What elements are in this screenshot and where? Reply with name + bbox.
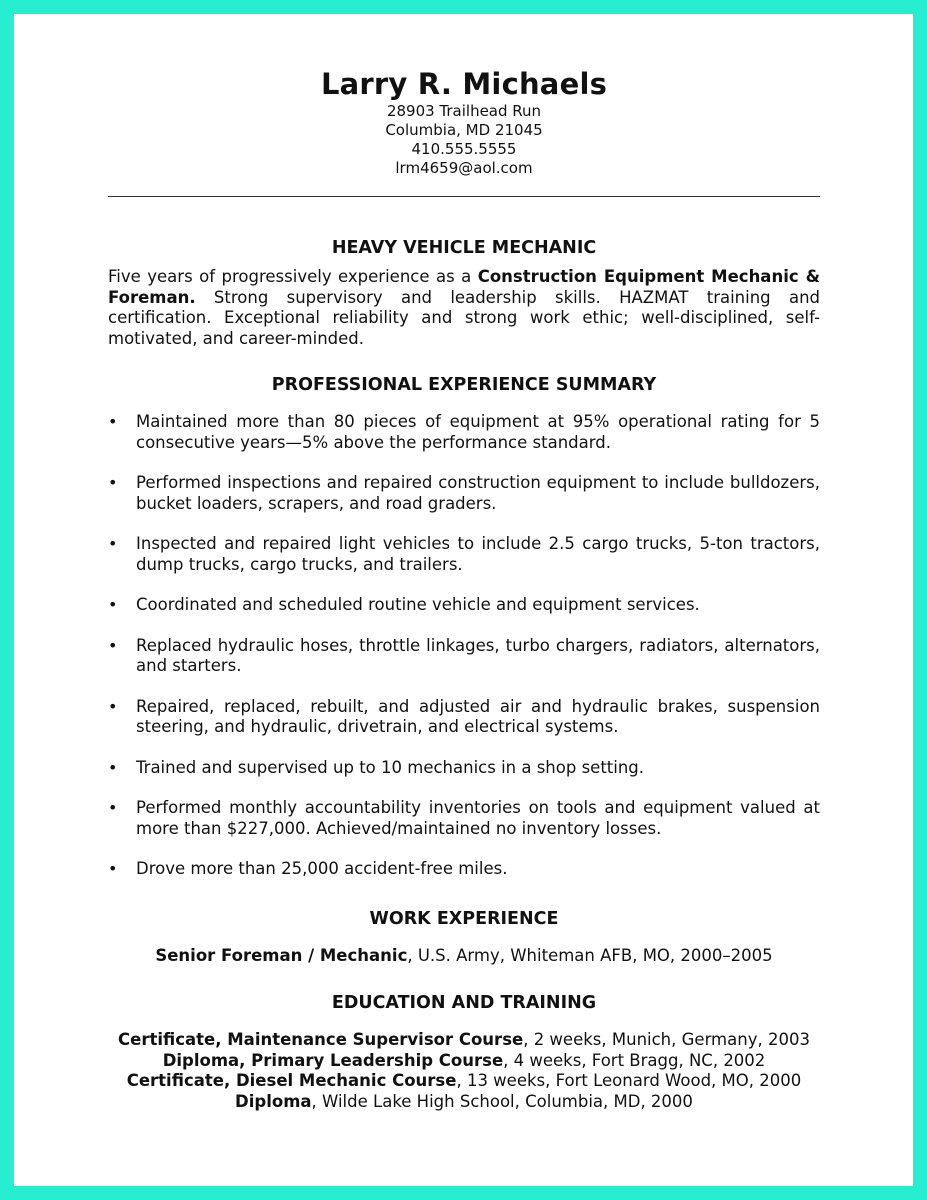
address-line-1: 28903 Trailhead Run [386,102,542,120]
education-entry [108,1071,820,1092]
summary-item [108,697,820,738]
education-entry [108,1092,820,1113]
work-heading: WORK EXPERIENCE [369,908,559,929]
objective-text-end: Strong supervisory and leadership skills. HAZMAT training and certification. Exceptional reliability and strong work ethic; well-disciplined, self-motivated, and career-minded. [108,287,820,348]
summary-item [108,636,820,677]
summary-item [108,412,820,453]
phone-number: 410.555.5555 [411,140,517,158]
education-heading: EDUCATION AND TRAINING [331,993,597,1013]
summary-item-text: Trained and supervised up to 10 mechanics in a shop setting. [136,757,645,777]
summary-item-text: Repaired, replaced, rebuilt, and adjusted air and hydraulic brakes, suspension steering, and hydraulic, drivetrain, and electrical systems. [136,696,820,736]
education-credential: Certificate, Maintenance Supervisor Course [118,1030,524,1049]
bullet-icon: • [108,798,118,817]
bullet-icon: • [108,412,118,431]
candidate-name: Larry R. Michaels [320,67,608,101]
resume-page [108,0,820,1112]
education-credential: Certificate, Diesel Mechanic Course [126,1071,457,1090]
work-entry [108,946,820,967]
summary-heading: PROFESSIONAL EXPERIENCE SUMMARY [271,375,657,395]
summary-item [108,473,820,514]
summary-item-text: Coordinated and scheduled routine vehicle and equipment services. [136,595,700,614]
summary-item [108,758,820,779]
summary-item [108,859,820,880]
summary-item [108,595,820,616]
objective-heading: HEAVY VEHICLE MECHANIC [331,238,597,258]
summary-bullet-list [108,412,820,880]
summary-item-text: Maintained more than 80 pieces of equipment at 95% operational rating for 5 consecutive years—5% above the performance standard. [136,412,820,452]
bullet-icon: • [108,696,118,716]
email-address: lrm4659@aol.com [395,159,533,177]
summary-item-text: Performed monthly accountability inventories on tools and equipment valued at more than $227,000. Achieved/maintained no inventory losses. [136,798,820,838]
summary-item-text: Performed inspections and repaired construction equipment to include bulldozers, bucket loaders, scrapers, and road graders. [136,473,820,513]
objective-text-start: Five years of progressively experience as a [108,267,478,286]
education-credential: Diploma [235,1091,312,1111]
education-credential: Diploma, Primary Leadership Course [162,1050,504,1070]
summary-item-text: Inspected and repaired light vehicles to include 2.5 cargo trucks, 5-ton tractors, dump trucks, cargo trucks, and trailers. [136,534,820,574]
objective-paragraph [108,267,820,349]
summary-item [108,798,820,839]
education-details: , 2 weeks, Munich, Germany, 2003 [523,1030,810,1049]
header-divider [108,196,820,197]
bullet-icon: • [108,534,118,553]
work-role: Senior Foreman / Mechanic [155,945,408,965]
bullet-icon: • [108,635,118,655]
education-entry [108,1051,820,1072]
education-details: , Wilde Lake High School, Columbia, MD, 2000 [311,1091,693,1111]
education-entry [108,1030,820,1051]
work-details: , U.S. Army, Whiteman AFB, MO, 2000–2005 [407,945,773,965]
education-details: , 13 weeks, Fort Leonard Wood, MO, 2000 [456,1071,802,1090]
education-list [108,1030,820,1112]
summary-item-text: Replaced hydraulic hoses, throttle linkages, turbo chargers, radiators, alternators, and starters. [136,635,820,675]
summary-item-text: Drove more than 25,000 accident-free miles. [136,859,508,878]
address-line-2: Columbia, MD 21045 [385,121,543,139]
bullet-icon: • [108,859,118,878]
education-details: , 4 weeks, Fort Bragg, NC, 2002 [503,1050,766,1070]
resume-header [108,0,820,178]
objective-text-bold: Construction Equipment Mechanic & Foreman. [108,267,820,307]
bullet-icon: • [108,595,118,614]
summary-item [108,534,820,575]
bullet-icon: • [108,473,118,492]
bullet-icon: • [108,757,118,777]
